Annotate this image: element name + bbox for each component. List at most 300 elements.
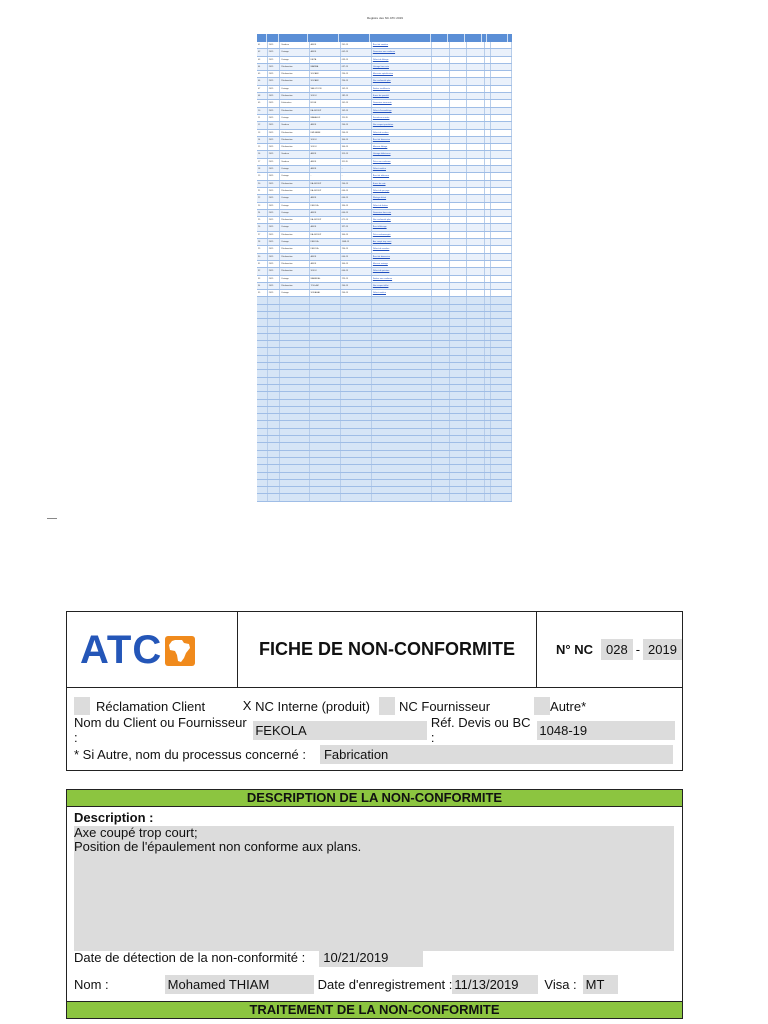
thumbnail-cell xyxy=(491,239,512,245)
nc-interne-checkbox[interactable]: X xyxy=(242,698,252,713)
visa-field[interactable]: MT xyxy=(583,975,618,994)
thumbnail-cell: Défaut d'assemblage xyxy=(372,108,432,114)
thumbnail-empty-row xyxy=(257,312,512,319)
thumbnail-cell xyxy=(467,276,485,282)
thumbnail-cell xyxy=(432,480,450,486)
thumbnail-cell: Dimension incorrecte xyxy=(372,100,432,106)
thumbnail-cell xyxy=(432,276,450,282)
thumbnail-cell xyxy=(432,458,450,464)
thumbnail-cell xyxy=(491,356,512,362)
thumbnail-cell xyxy=(467,159,485,165)
thumbnail-cell xyxy=(280,443,309,449)
description-textarea[interactable]: Axe coupé trop court; Position de l'épaulement non conforme aux plans. xyxy=(74,826,674,951)
thumbnail-cell xyxy=(491,385,512,391)
client-name-field[interactable]: FEKOLA xyxy=(253,721,426,740)
thumbnail-cell: ANOK xyxy=(310,166,341,172)
thumbnail-cell xyxy=(268,465,281,471)
thumbnail-cell xyxy=(491,195,512,201)
thumbnail-cell xyxy=(432,356,450,362)
thumbnail-cell xyxy=(491,392,512,398)
thumbnail-cell xyxy=(467,370,485,376)
thumbnail-cell xyxy=(450,458,468,464)
thumbnail-cell xyxy=(467,327,485,333)
thumbnail-cell: 2019 xyxy=(268,173,281,179)
thumbnail-cell xyxy=(450,268,468,274)
thumbnail-cell xyxy=(491,181,512,187)
thumbnail-cell xyxy=(257,327,268,333)
thumbnail-cell: Dimension hors cote xyxy=(372,210,432,216)
thumbnail-cell xyxy=(280,356,309,362)
thumbnail-cell xyxy=(450,203,468,209)
thumbnail-cell xyxy=(467,188,485,194)
thumbnail-cell xyxy=(491,42,512,48)
thumbnail-cell: BCGE xyxy=(310,100,341,106)
thumbnail-cell xyxy=(491,173,512,179)
thumbnail-row xyxy=(257,64,512,71)
thumbnail-cell xyxy=(450,473,468,479)
process-row xyxy=(74,742,675,766)
thumbnail-cell xyxy=(491,100,512,106)
thumbnail-cell: 12 xyxy=(257,122,268,128)
thumbnail-cell xyxy=(372,414,432,420)
thumbnail-cell xyxy=(257,341,268,347)
thumbnail-cell: Mauvais filetage xyxy=(372,144,432,150)
thumbnail-cell: Finition non conforme xyxy=(372,276,432,282)
thumbnail-cell xyxy=(310,443,341,449)
name-label: Nom : xyxy=(74,976,109,992)
thumbnail-cell xyxy=(257,443,268,449)
thumbnail-empty-row xyxy=(257,451,512,458)
thumbnail-cell xyxy=(450,385,468,391)
thumbnail-cell xyxy=(268,363,281,369)
autre-checkbox[interactable] xyxy=(534,697,550,715)
thumbnail-cell xyxy=(491,203,512,209)
thumbnail-cell xyxy=(432,473,450,479)
thumbnail-cell: Réclamation xyxy=(280,64,309,70)
thumbnail-cell xyxy=(341,363,372,369)
thumbnail-cell xyxy=(280,392,309,398)
thumbnail-cell xyxy=(450,312,468,318)
thumbnail-cell xyxy=(268,400,281,406)
thumbnail-row xyxy=(257,254,512,261)
thumbnail-cell: MAHALEX xyxy=(310,115,341,121)
thumbnail-empty-row xyxy=(257,480,512,487)
thumbnail-cell xyxy=(450,378,468,384)
detection-date-label: Date de détection de la non-conformité : xyxy=(74,949,306,965)
thumbnail-cell xyxy=(432,451,450,457)
thumbnail-cell xyxy=(491,93,512,99)
thumbnail-row xyxy=(257,71,512,78)
thumbnail-cell xyxy=(268,348,281,354)
thumbnail-cell xyxy=(341,465,372,471)
logo-text: ATC xyxy=(80,628,163,672)
thumbnail-cell xyxy=(372,305,432,311)
thumbnail-row xyxy=(257,159,512,166)
thumbnail-cell xyxy=(257,370,268,376)
thumbnail-cell xyxy=(450,232,468,238)
thumbnail-cell xyxy=(491,137,512,143)
thumbnail-cell xyxy=(432,195,450,201)
client-row xyxy=(74,715,675,745)
thumbnail-cell: 2019 xyxy=(268,42,281,48)
thumbnail-cell xyxy=(450,42,468,48)
thumbnail-cell xyxy=(467,173,485,179)
form-header-box xyxy=(66,611,683,771)
thumbnail-cell xyxy=(310,305,341,311)
thumbnail-cell xyxy=(341,421,372,427)
thumbnail-cell xyxy=(432,64,450,70)
thumbnail-cell xyxy=(450,100,468,106)
thumbnail-cell xyxy=(372,341,432,347)
thumbnail-cell xyxy=(467,458,485,464)
thumbnail-cell xyxy=(257,480,268,486)
thumbnail-cell: 06 xyxy=(257,78,268,84)
thumbnail-cell: 315-19 xyxy=(341,151,372,157)
thumbnail-cell xyxy=(467,356,485,362)
thumbnail-cell: 2019 xyxy=(268,290,281,296)
thumbnail-cell xyxy=(341,370,372,376)
record-date-field[interactable]: 11/13/2019 xyxy=(452,975,538,994)
thumbnail-cell xyxy=(491,217,512,223)
thumbnail-cell xyxy=(450,239,468,245)
thumbnail-cell: ANOK xyxy=(310,49,341,55)
thumbnail-cell xyxy=(372,348,432,354)
thumbnail-cell: KA-GROUP xyxy=(310,217,341,223)
thumbnail-cell xyxy=(310,494,341,500)
thumbnail-cell: Filetage abîmé xyxy=(372,195,432,201)
thumbnail-cell xyxy=(467,334,485,340)
thumbnail-cell: 002-19 xyxy=(341,49,372,55)
thumbnail-empty-row xyxy=(257,305,512,312)
nc-label: N° NC xyxy=(556,642,593,657)
thumbnail-cell xyxy=(432,494,450,500)
thumbnail-cell: Usinage xyxy=(280,57,309,63)
thumbnail-cell xyxy=(432,370,450,376)
thumbnail-cell: Usinage xyxy=(280,49,309,55)
reclamation-client-checkbox[interactable] xyxy=(74,697,90,715)
thumbnail-cell: 204-19 xyxy=(341,122,372,128)
nc-separator: - xyxy=(635,642,641,657)
thumbnail-cell: 2019 xyxy=(268,144,281,150)
thumbnail-cell xyxy=(432,297,450,303)
thumbnail-cell: Réclamation xyxy=(280,254,309,260)
thumbnail-cell xyxy=(450,407,468,413)
thumbnail-cell xyxy=(467,115,485,121)
thumbnail-cell: Réclamation xyxy=(280,188,309,194)
thumbnail-cell xyxy=(491,407,512,413)
thumbnail-cell: 2019 xyxy=(268,122,281,128)
thumbnail-cell xyxy=(491,319,512,325)
thumbnail-cell xyxy=(467,246,485,252)
thumbnail-cell xyxy=(432,283,450,289)
thumbnail-cell: Réclamation xyxy=(280,93,309,99)
thumbnail-cell: Défaut de finition xyxy=(372,203,432,209)
thumbnail-cell xyxy=(450,217,468,223)
thumbnail-cell xyxy=(467,268,485,274)
thumbnail-cell xyxy=(372,378,432,384)
thumbnail-cell xyxy=(467,93,485,99)
thumbnail-cell xyxy=(310,341,341,347)
thumbnail-row xyxy=(257,239,512,246)
thumbnail-cell xyxy=(268,458,281,464)
thumbnail-cell xyxy=(467,49,485,55)
thumbnail-cell: Usinage xyxy=(280,239,309,245)
thumbnail-cell: 2019 xyxy=(268,71,281,77)
thumbnail-empty-row xyxy=(257,378,512,385)
thumbnail-cell: Écart d'alésage xyxy=(372,224,432,230)
process-field[interactable]: Fabrication xyxy=(320,745,673,764)
thumbnail-cell xyxy=(432,392,450,398)
thumbnail-cell xyxy=(491,348,512,354)
thumbnail-cell xyxy=(257,297,268,303)
thumbnail-cell: 32 xyxy=(257,268,268,274)
thumbnail-cell: FEKOLA xyxy=(310,239,341,245)
thumbnail-cell xyxy=(257,334,268,340)
thumbnail-cell: 101-19 xyxy=(341,100,372,106)
thumbnail-cell xyxy=(467,86,485,92)
thumbnail-cell: 03 xyxy=(257,57,268,63)
africa-map-icon xyxy=(165,636,195,666)
thumbnail-cell: 200-19 xyxy=(341,181,372,187)
thumbnail-cell xyxy=(432,217,450,223)
nc-number-field[interactable]: 028 xyxy=(601,639,633,660)
thumbnail-cell xyxy=(491,49,512,55)
thumbnail-cell xyxy=(450,487,468,493)
thumbnail-cell: 02 xyxy=(257,49,268,55)
thumbnail-cell xyxy=(432,414,450,420)
form-title: FICHE DE NON-CONFORMITE xyxy=(238,612,537,687)
thumbnail-cell xyxy=(257,436,268,442)
thumbnail-cell: Réclamation xyxy=(280,108,309,114)
thumbnail-cell xyxy=(467,166,485,172)
thumbnail-cell xyxy=(280,327,309,333)
thumbnail-cell: Usinage xyxy=(280,290,309,296)
nc-fournisseur-label: NC Fournisseur xyxy=(399,698,491,714)
thumbnail-cell xyxy=(467,78,485,84)
thumbnail-cell xyxy=(310,312,341,318)
thumbnail-cell xyxy=(450,181,468,187)
thumbnail-cell: Finition insuffisante xyxy=(372,86,432,92)
thumbnail-cell xyxy=(450,370,468,376)
thumbnail-cell xyxy=(268,421,281,427)
thumbnail-cell xyxy=(310,465,341,471)
detection-date-field[interactable]: 10/21/2019 xyxy=(319,948,423,967)
thumbnail-cell: 09 xyxy=(257,100,268,106)
thumbnail-cell xyxy=(467,261,485,267)
thumbnail-cell xyxy=(280,487,309,493)
ref-devis-field[interactable]: 1048-19 xyxy=(537,721,675,740)
thumbnail-cell: Défaut de soudure xyxy=(372,246,432,252)
thumbnail-cell xyxy=(432,49,450,55)
thumbnail-cell: 071-19 xyxy=(341,217,372,223)
thumbnail-cell: Fourniture erronée xyxy=(372,115,432,121)
thumbnail-empty-row xyxy=(257,443,512,450)
thumbnail-cell xyxy=(450,436,468,442)
thumbnail-cell: ANOK xyxy=(310,254,341,260)
thumbnail-cell xyxy=(280,319,309,325)
thumbnail-cell: TOLLAM xyxy=(310,283,341,289)
thumbnail-cell xyxy=(491,436,512,442)
thumbnail-cell: Réclamation xyxy=(280,181,309,187)
thumbnail-cell: Usinage xyxy=(280,166,309,172)
thumbnail-cell: KA-GROUP xyxy=(310,232,341,238)
thumbnail-row xyxy=(257,232,512,239)
thumbnail-cell xyxy=(491,421,512,427)
thumbnail-cell xyxy=(280,348,309,354)
thumbnail-cell: ANOK xyxy=(310,42,341,48)
thumbnail-cell xyxy=(491,458,512,464)
thumbnail-cell: 2019 xyxy=(268,276,281,282)
thumbnail-cell xyxy=(467,108,485,114)
thumbnail-cell xyxy=(450,400,468,406)
thumbnail-cell xyxy=(280,451,309,457)
thumbnail-cell xyxy=(450,465,468,471)
thumbnail-cell xyxy=(467,414,485,420)
thumbnail-cell xyxy=(450,494,468,500)
thumbnail-cell xyxy=(280,473,309,479)
thumbnail-cell xyxy=(432,385,450,391)
thumbnail-cell xyxy=(257,465,268,471)
thumbnail-cell xyxy=(310,487,341,493)
thumbnail-cell: 2019 xyxy=(268,166,281,172)
thumbnail-cell xyxy=(432,429,450,435)
thumbnail-cell xyxy=(450,334,468,340)
thumbnail-cell xyxy=(432,93,450,99)
thumbnail-cell xyxy=(268,312,281,318)
thumbnail-cell xyxy=(432,319,450,325)
thumbnail-cell: 000-19 xyxy=(341,188,372,194)
thumbnail-cell xyxy=(467,421,485,427)
thumbnail-cell xyxy=(432,378,450,384)
autre-label: Autre* xyxy=(550,698,587,714)
thumbnail-cell: 2019 xyxy=(268,283,281,289)
thumbnail-cell xyxy=(257,312,268,318)
thumbnail-cell: 200-19 xyxy=(341,290,372,296)
thumbnail-cell xyxy=(432,144,450,150)
thumbnail-cell: ANOK xyxy=(310,224,341,230)
thumbnail-cell xyxy=(450,188,468,194)
thumbnail-cell xyxy=(268,436,281,442)
thumbnail-cell: - xyxy=(341,173,372,179)
thumbnail-empty-row xyxy=(257,327,512,334)
thumbnail-cell: ANOK xyxy=(310,122,341,128)
thumbnail-cell: Soudure xyxy=(280,159,309,165)
thumbnail-cell xyxy=(341,356,372,362)
thumbnail-cell xyxy=(450,49,468,55)
thumbnail-row xyxy=(257,100,512,107)
thumbnail-spreadsheet xyxy=(257,34,512,502)
thumbnail-cell xyxy=(491,327,512,333)
thumbnail-cell: Soudure xyxy=(280,122,309,128)
thumbnail-cell xyxy=(310,436,341,442)
thumbnail-cell xyxy=(450,443,468,449)
thumbnail-cell xyxy=(450,341,468,347)
thumbnail-cell xyxy=(467,144,485,150)
thumbnail-cell xyxy=(467,487,485,493)
thumbnail-cell xyxy=(432,108,450,114)
thumbnail-cell: ANOK xyxy=(310,261,341,267)
thumbnail-cell xyxy=(432,465,450,471)
thumbnail-cell xyxy=(372,334,432,340)
thumbnail-cell xyxy=(341,341,372,347)
thumbnail-row xyxy=(257,173,512,180)
thumbnail-cell xyxy=(467,443,485,449)
thumbnail-cell xyxy=(341,458,372,464)
thumbnail-cell: 2019 xyxy=(268,86,281,92)
thumbnail-cell xyxy=(450,159,468,165)
thumbnail-cell xyxy=(491,122,512,128)
thumbnail-cell xyxy=(450,319,468,325)
thumbnail-cell xyxy=(467,57,485,63)
thumbnail-cell xyxy=(491,363,512,369)
thumbnail-empty-row xyxy=(257,487,512,494)
thumbnail-cell xyxy=(450,451,468,457)
thumbnail-cell: 2019 xyxy=(268,137,281,143)
thumbnail-cell: Soudure xyxy=(280,151,309,157)
nc-fournisseur-checkbox[interactable] xyxy=(379,697,395,715)
thumbnail-cell: 2019 xyxy=(268,78,281,84)
thumbnail-cell xyxy=(280,480,309,486)
thumbnail-cell xyxy=(450,64,468,70)
thumbnail-cell xyxy=(268,370,281,376)
thumbnail-cell xyxy=(310,451,341,457)
thumbnail-cell xyxy=(372,392,432,398)
thumbnail-cell xyxy=(467,71,485,77)
thumbnail-cell xyxy=(450,122,468,128)
thumbnail-cell: - xyxy=(341,166,372,172)
thumbnail-cell xyxy=(341,348,372,354)
thumbnail-cell xyxy=(341,414,372,420)
thumbnail-cell: 2019 xyxy=(268,93,281,99)
thumbnail-cell xyxy=(491,473,512,479)
thumbnail-cell: Défaut de peinture xyxy=(372,268,432,274)
thumbnail-cell: Non conformité plan xyxy=(372,78,432,84)
thumbnail-cell xyxy=(310,407,341,413)
thumbnail-cell xyxy=(280,378,309,384)
thumbnail-cell xyxy=(257,363,268,369)
thumbnail-cell xyxy=(450,166,468,172)
thumbnail-cell: Mauvais usinage xyxy=(372,261,432,267)
thumbnail-cell xyxy=(341,305,372,311)
thumbnail-cell xyxy=(491,443,512,449)
thumbnail-empty-row xyxy=(257,400,512,407)
thumbnail-cell xyxy=(341,385,372,391)
thumbnail-cell: Écart de dimension xyxy=(372,137,432,143)
thumbnail-cell: KMLMASE xyxy=(310,130,341,136)
thumbnail-cell xyxy=(450,480,468,486)
thumbnail-cell: Non respect délai xyxy=(372,283,432,289)
thumbnail-cell xyxy=(491,108,512,114)
thumbnail-cell: 2019 xyxy=(268,224,281,230)
nc-number-cell xyxy=(537,612,682,687)
thumbnail-cell xyxy=(432,137,450,143)
thumbnail-cell xyxy=(268,487,281,493)
nc-year-field[interactable]: 2019 xyxy=(643,639,682,660)
thumbnail-cell xyxy=(341,297,372,303)
thumbnail-cell xyxy=(268,319,281,325)
thumbnail-cell xyxy=(280,421,309,427)
name-field[interactable]: Mohamed THIAM xyxy=(165,975,314,994)
thumbnail-cell xyxy=(432,312,450,318)
thumbnail-cell: 102-19 xyxy=(341,108,372,114)
thumbnail-cell: 300-19 xyxy=(341,137,372,143)
thumbnail-cell xyxy=(280,494,309,500)
thumbnail-cell xyxy=(467,151,485,157)
thumbnail-cell xyxy=(310,319,341,325)
thumbnail-cell: 26 xyxy=(257,224,268,230)
thumbnail-cell xyxy=(432,290,450,296)
thumbnail-cell xyxy=(268,305,281,311)
